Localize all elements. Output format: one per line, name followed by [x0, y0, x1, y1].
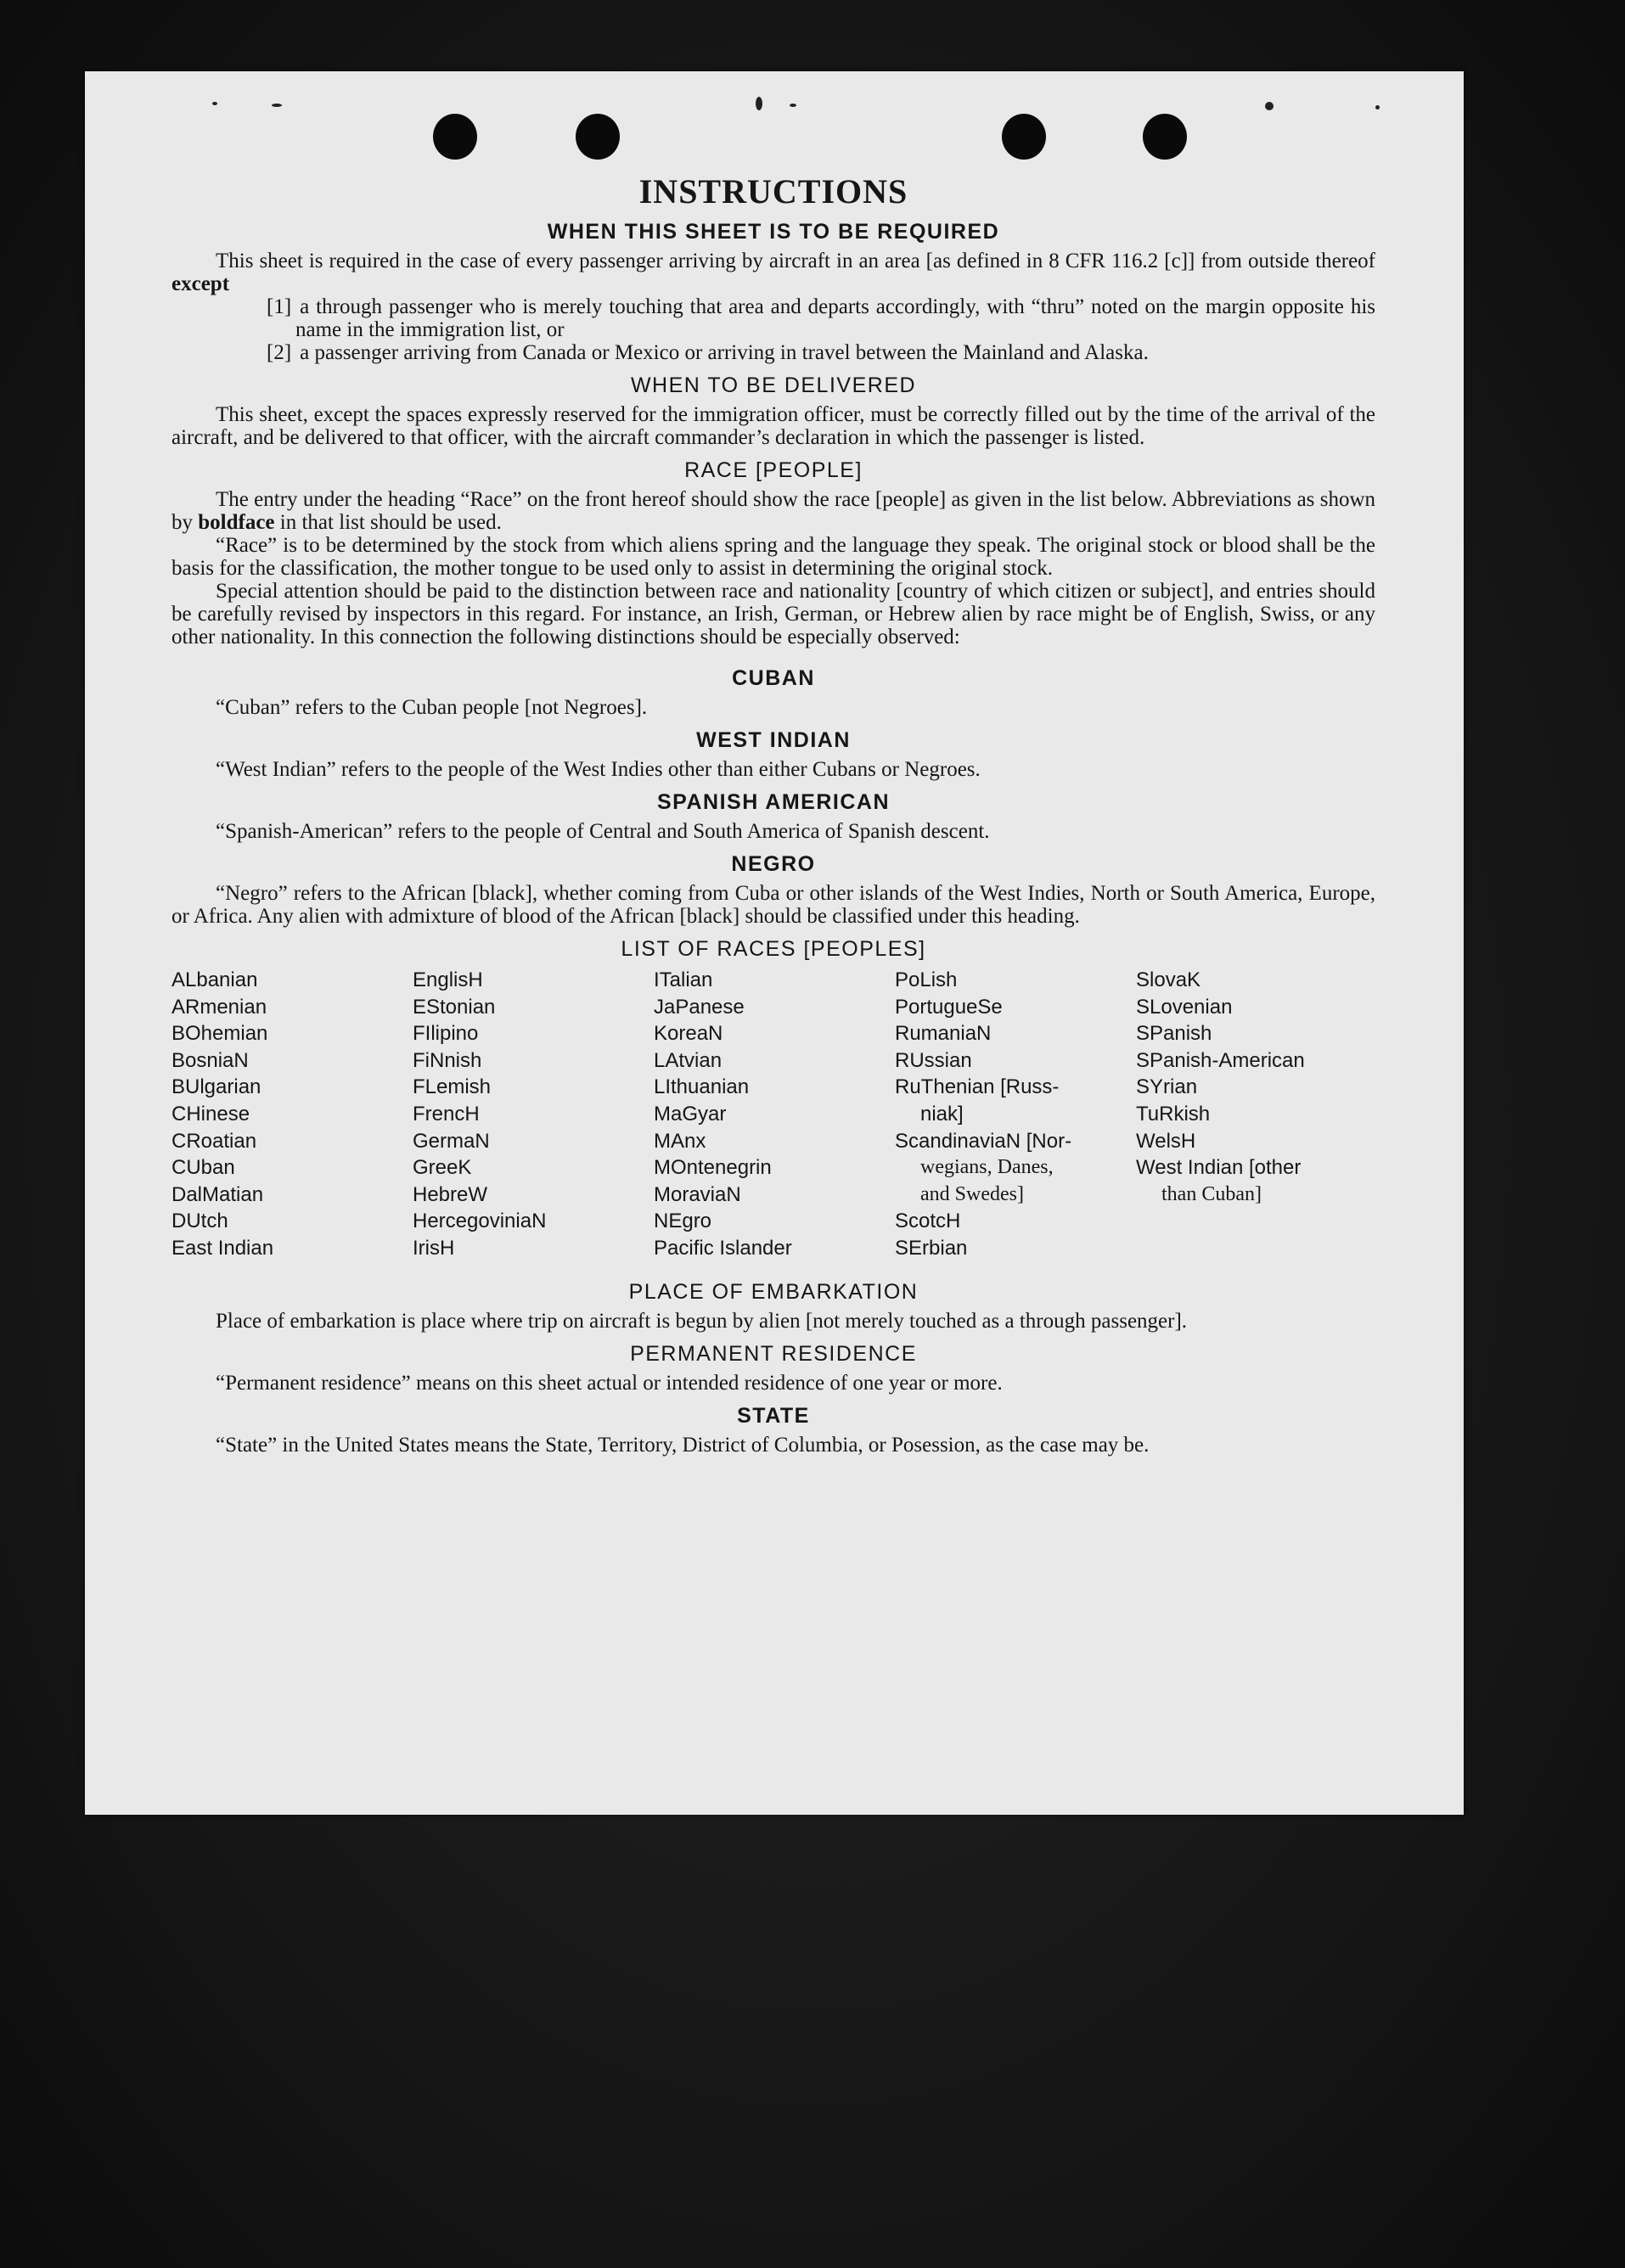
- race-entry: ScandinaviaN [Nor-: [895, 1129, 1072, 1153]
- section-heading: PERMANENT RESIDENCE: [630, 1341, 917, 1366]
- race-entry-continuation: wegians, Danes,: [920, 1156, 1054, 1179]
- race-entry: HebreW: [413, 1182, 488, 1206]
- scan-speck: [272, 104, 282, 107]
- race-entry: Pacific Islander: [654, 1236, 792, 1260]
- race-entry: SPanish-American: [1136, 1048, 1305, 1072]
- punch-hole: [1143, 114, 1187, 160]
- clause: [267, 341, 1375, 364]
- races-column: [171, 967, 413, 1262]
- races-column: [895, 967, 1136, 1262]
- paragraph: [171, 488, 1375, 534]
- scan-speck: [1375, 105, 1380, 109]
- section-heading: PLACE OF EMBARKATION: [628, 1279, 919, 1304]
- section-heading: NEGRO: [731, 852, 816, 876]
- section-heading: LIST OF RACES [PEOPLES]: [621, 937, 926, 961]
- paragraph: “Permanent residence” means on this sheet actual or intended residence of one year or more.: [216, 1371, 1003, 1395]
- races-list: [171, 967, 1375, 1262]
- race-entry: ITalian: [654, 968, 713, 991]
- race-entry: FiNnish: [413, 1048, 482, 1072]
- section-heading: WHEN THIS SHEET IS TO BE REQUIRED: [547, 220, 1000, 244]
- race-entry: SLovenian: [1136, 995, 1233, 1019]
- clause-number: [1]: [267, 295, 292, 318]
- race-entry: FLemish: [413, 1075, 492, 1099]
- race-entry: HercegoviniaN: [413, 1210, 547, 1233]
- paragraph-text: The entry under the heading “Race” on the front hereof should show the race [people] as given in the list below. Abbreviations as shown by: [171, 488, 1375, 534]
- race-entry: DUtch: [171, 1210, 228, 1233]
- race-entry: GreeK: [413, 1156, 472, 1180]
- race-entry: BUlgarian: [171, 1075, 261, 1099]
- paragraph: This sheet, except the spaces expressly reserved for the immigration officer, must be correctly filled out by the time of the arrival of the aircraft, and be delivered to that officer, with the aircraft commander’s declaration in which the passenger is listed.: [171, 403, 1375, 449]
- clause: [267, 295, 1375, 341]
- section-heading: WEST INDIAN: [696, 728, 851, 752]
- clause-text: a through passenger who is merely touching that area and departs accordingly, with “thru” noted on the margin opposite his name in the immigration list, or: [295, 295, 1375, 341]
- bold-term: boldface: [198, 511, 275, 534]
- race-entry: CHinese: [171, 1102, 250, 1126]
- race-entry: ScotcH: [895, 1210, 961, 1233]
- race-entry: LIthuanian: [654, 1075, 750, 1099]
- race-entry: FIlipino: [413, 1022, 479, 1046]
- punch-hole: [433, 114, 477, 160]
- paragraph-text: in that list should be used.: [274, 511, 502, 534]
- punch-hole: [576, 114, 620, 160]
- race-entry: IrisH: [413, 1236, 455, 1260]
- document-body: [171, 173, 1375, 1457]
- bold-term: except: [171, 272, 230, 295]
- paragraph-text: This sheet is required in the case of every passenger arriving by aircraft in an area [as defined in 8 CFR 116.2 [c]] from outside thereof: [216, 250, 1375, 272]
- race-entry: FrencH: [413, 1102, 480, 1126]
- race-entry: West Indian [other: [1136, 1156, 1302, 1180]
- race-entry: WelsH: [1136, 1129, 1196, 1153]
- race-entry: PoLish: [895, 968, 958, 991]
- race-entry: KoreaN: [654, 1022, 723, 1046]
- race-entry: DalMatian: [171, 1182, 264, 1206]
- document-sheet: [85, 71, 1464, 1815]
- race-entry: RUssian: [895, 1048, 972, 1072]
- race-entry: LAtvian: [654, 1048, 723, 1072]
- race-entry: MoraviaN: [654, 1182, 741, 1206]
- scan-speck: [1265, 102, 1274, 110]
- race-entry-continuation: and Swedes]: [920, 1182, 1024, 1205]
- race-entry: PortugueSe: [895, 995, 1003, 1019]
- race-entry: MaGyar: [654, 1102, 727, 1126]
- race-entry: MAnx: [654, 1129, 706, 1153]
- scan-speck: [756, 97, 762, 110]
- paragraph: “West Indian” refers to the people of the West Indies other than either Cubans or Negroes.: [216, 758, 981, 781]
- page-title: INSTRUCTIONS: [638, 172, 908, 211]
- race-entry: ALbanian: [171, 968, 258, 991]
- section-heading: WHEN TO BE DELIVERED: [630, 373, 917, 397]
- race-entry: JaPanese: [654, 995, 745, 1019]
- race-entry: TuRkish: [1136, 1102, 1211, 1126]
- race-entry: RumaniaN: [895, 1022, 992, 1046]
- paragraph: “Cuban” refers to the Cuban people [not Negroes].: [216, 696, 648, 719]
- paragraph: Special attention should be paid to the distinction between race and nationality [country of which citizen or subject], and entries should be carefully revised by inspectors in this regard. For instance, an Irish, German, or Hebrew alien by race might be of English, Swiss, or any other nationality. In this connection the following distinctions should be especially observed:: [171, 580, 1375, 648]
- scan-speck: [790, 104, 796, 107]
- clause-text: a passenger arriving from Canada or Mexico or arriving in travel between the Mainland and Alaska.: [300, 341, 1149, 364]
- race-entry: RuThenian [Russ-: [895, 1075, 1060, 1099]
- paragraph: [171, 250, 1375, 295]
- races-column: [654, 967, 895, 1262]
- race-entry: GermaN: [413, 1129, 490, 1153]
- race-entry: ARmenian: [171, 995, 267, 1019]
- races-column: [1136, 967, 1377, 1262]
- race-entry: CRoatian: [171, 1129, 257, 1153]
- race-entry: SPanish: [1136, 1022, 1212, 1046]
- race-entry: CUban: [171, 1156, 235, 1180]
- paragraph: “Race” is to be determined by the stock from which aliens spring and the language they speak. The original stock or blood shall be the basis for the classification, the mother tongue to be used only to assist in determining the original stock.: [171, 534, 1375, 580]
- race-entry: SErbian: [895, 1236, 968, 1260]
- paragraph: “State” in the United States means the State, Territory, District of Columbia, or Posession, as the case may be.: [216, 1433, 1150, 1457]
- race-entry: BosniaN: [171, 1048, 249, 1072]
- section-heading: CUBAN: [732, 666, 815, 690]
- race-entry: MOntenegrin: [654, 1156, 772, 1180]
- race-entry: EnglisH: [413, 968, 483, 991]
- section-heading: STATE: [737, 1403, 810, 1428]
- race-entry-continuation: niak]: [920, 1102, 964, 1126]
- punch-hole: [1002, 114, 1046, 160]
- race-entry: BOhemian: [171, 1022, 268, 1046]
- race-entry: SYrian: [1136, 1075, 1198, 1099]
- section-heading: SPANISH AMERICAN: [656, 790, 890, 814]
- races-column: [413, 967, 654, 1262]
- race-entry: SlovaK: [1136, 968, 1201, 991]
- race-entry: NEgro: [654, 1210, 712, 1233]
- paragraph: “Negro” refers to the African [black], whether coming from Cuba or other islands of the West Indies, North or South America, Europe, or Africa. Any alien with admixture of blood of the African [black] should be classified under this heading.: [171, 882, 1375, 928]
- paragraph: “Spanish-American” refers to the people of Central and South America of Spanish descent.: [216, 820, 990, 843]
- race-entry-continuation: than Cuban]: [1161, 1182, 1262, 1205]
- race-entry: EStonian: [413, 995, 496, 1019]
- race-entry: East Indian: [171, 1236, 274, 1260]
- paragraph: Place of embarkation is place where trip on aircraft is begun by alien [not merely touched as a through passenger].: [216, 1309, 1188, 1333]
- scan-speck: [212, 102, 217, 105]
- section-heading: RACE [PEOPLE]: [684, 458, 863, 482]
- clause-number: [2]: [267, 341, 292, 364]
